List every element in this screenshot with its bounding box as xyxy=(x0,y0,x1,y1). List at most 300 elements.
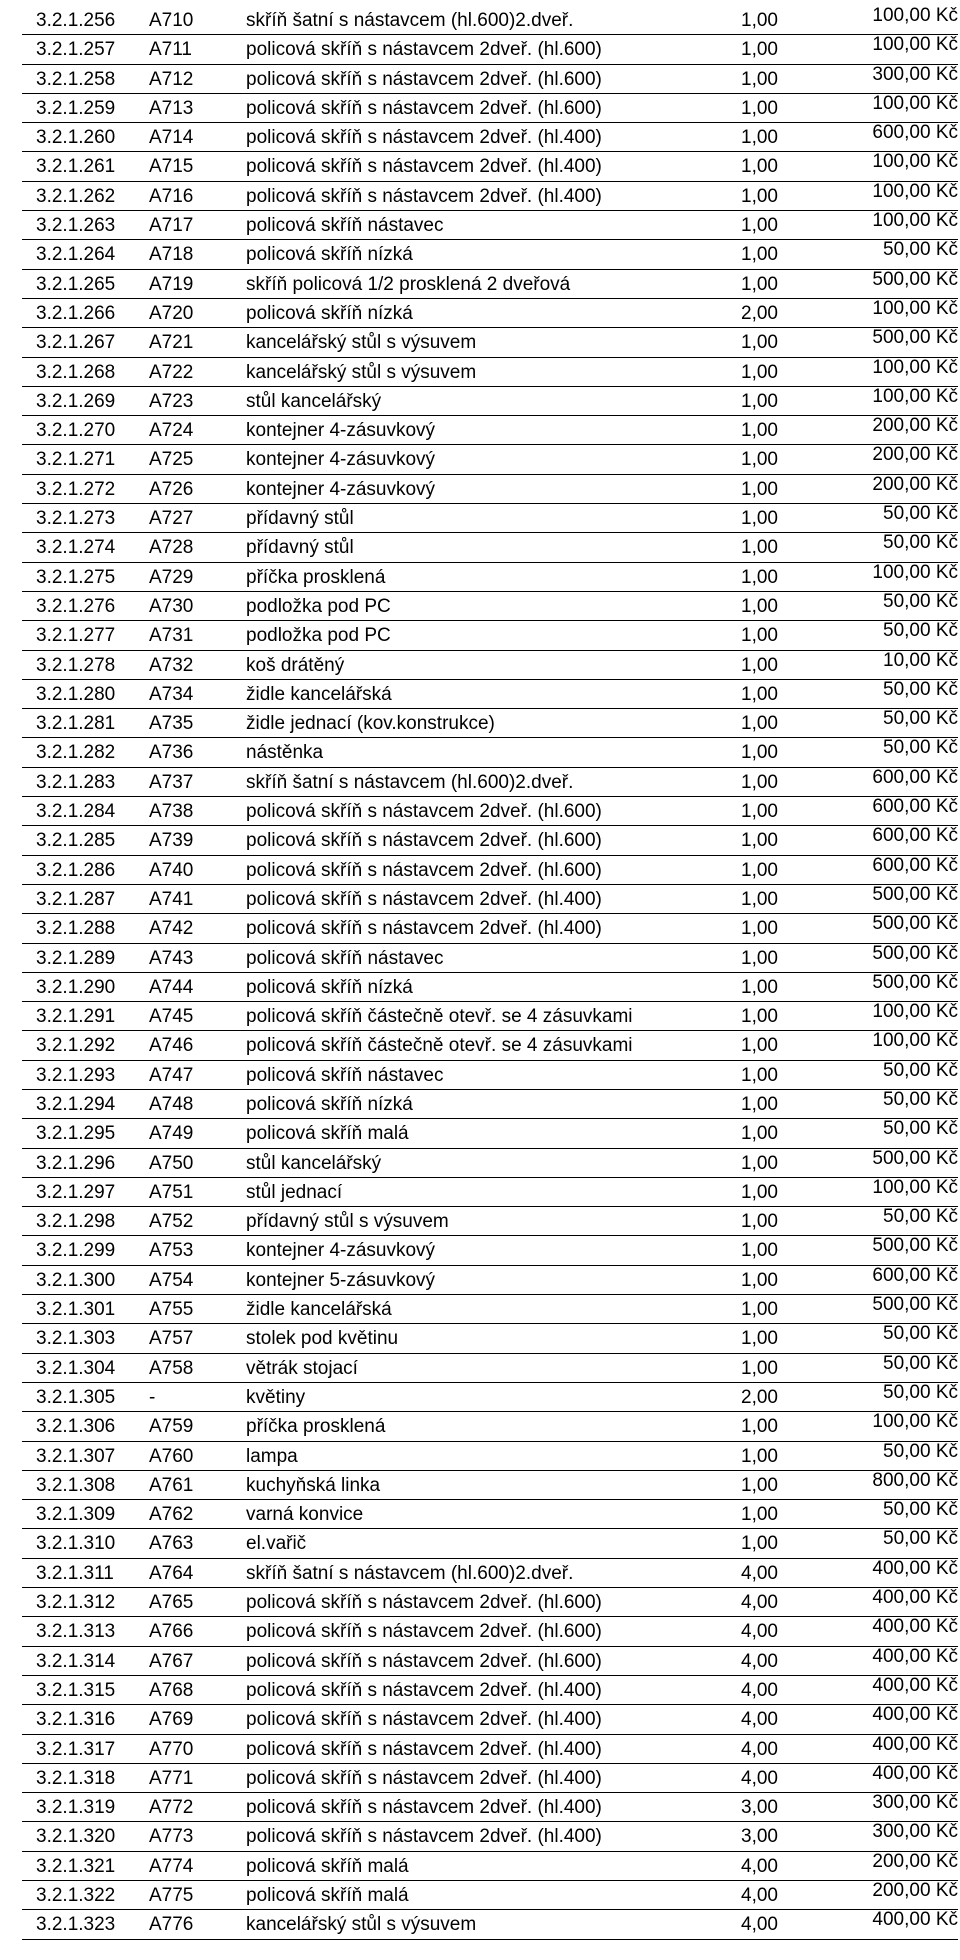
item-number-cell: 3.2.1.298 xyxy=(36,1211,116,1233)
item-number-cell: 3.2.1.268 xyxy=(36,361,116,383)
quantity-cell: 1,00 xyxy=(741,1064,778,1086)
item-number-cell: 3.2.1.273 xyxy=(36,508,116,530)
item-code-cell: A712 xyxy=(149,68,194,90)
item-number-cell: 3.2.1.305 xyxy=(36,1386,116,1408)
item-code-cell: A753 xyxy=(149,1240,194,1262)
item-name-cell: příčka prosklená xyxy=(246,566,386,588)
item-name-cell: policová skříň nízká xyxy=(246,1093,413,1115)
price-cell: 100,00 Kč xyxy=(872,151,958,173)
quantity-cell: 1,00 xyxy=(741,10,778,31)
item-number-cell: 3.2.1.266 xyxy=(36,302,116,324)
item-code-cell: A759 xyxy=(149,1416,194,1438)
item-code-cell: A744 xyxy=(149,976,194,998)
item-code-cell: A750 xyxy=(149,1152,194,1174)
item-name-cell: kancelářský stůl s výsuvem xyxy=(246,361,477,383)
item-number-cell: 3.2.1.287 xyxy=(36,888,116,910)
item-number-cell: 3.2.1.282 xyxy=(36,742,116,764)
price-cell: 400,00 Kč xyxy=(872,1616,958,1638)
item-number-cell: 3.2.1.272 xyxy=(36,478,116,500)
item-name-cell: přídavný stůl xyxy=(246,537,354,559)
price-cell: 100,00 Kč xyxy=(872,1001,958,1023)
item-name-cell: skříň šatní s nástavcem (hl.600)2.dveř. xyxy=(246,10,574,31)
price-cell: 50,00 Kč xyxy=(883,737,958,759)
item-code-cell: A736 xyxy=(149,742,194,764)
quantity-cell: 1,00 xyxy=(741,713,778,735)
quantity-cell: 1,00 xyxy=(741,449,778,471)
item-code-cell: A711 xyxy=(149,39,192,61)
price-cell: 500,00 Kč xyxy=(872,268,958,290)
item-name-cell: policová skříň s nástavcem 2dveř. (hl.400) xyxy=(246,1679,602,1701)
quantity-cell: 1,00 xyxy=(741,1152,778,1174)
item-number-cell: 3.2.1.292 xyxy=(36,1035,116,1057)
quantity-cell: 1,00 xyxy=(741,976,778,998)
item-number-cell: 3.2.1.283 xyxy=(36,771,116,793)
quantity-cell: 4,00 xyxy=(741,1885,778,1906)
price-cell: 50,00 Kč xyxy=(883,532,958,554)
item-number-cell: 3.2.1.301 xyxy=(36,1299,116,1321)
item-number-cell: 3.2.1.319 xyxy=(36,1797,116,1819)
item-code-cell: A717 xyxy=(149,215,194,237)
item-number-cell: 3.2.1.281 xyxy=(36,713,116,735)
quantity-cell: 4,00 xyxy=(741,1855,778,1877)
quantity-cell: 1,00 xyxy=(741,1211,778,1233)
item-code-cell: A716 xyxy=(149,185,194,207)
item-number-cell: 3.2.1.321 xyxy=(36,1855,116,1877)
price-cell: 100,00 Kč xyxy=(872,297,958,319)
item-code-cell: A718 xyxy=(149,244,194,266)
quantity-cell: 1,00 xyxy=(741,771,778,793)
price-cell: 50,00 Kč xyxy=(883,678,958,700)
price-cell: 100,00 Kč xyxy=(872,180,958,202)
item-code-cell: A758 xyxy=(149,1357,194,1379)
item-number-cell: 3.2.1.306 xyxy=(36,1416,116,1438)
item-code-cell: A726 xyxy=(149,478,194,500)
item-name-cell: policová skříň s nástavcem 2dveř. (hl.400) xyxy=(246,918,602,940)
item-name-cell: větrák stojací xyxy=(246,1357,358,1379)
item-name-cell: policová skříň s nástavcem 2dveř. (hl.600) xyxy=(246,1592,602,1614)
item-code-cell: - xyxy=(149,1386,156,1408)
item-name-cell: lampa xyxy=(246,1445,298,1467)
item-number-cell: 3.2.1.284 xyxy=(36,801,116,823)
quantity-cell: 4,00 xyxy=(741,1709,778,1731)
quantity-cell: 4,00 xyxy=(741,1738,778,1760)
price-cell: 50,00 Kč xyxy=(883,1499,958,1521)
item-code-cell: A734 xyxy=(149,683,194,705)
item-number-cell: 3.2.1.270 xyxy=(36,420,116,442)
price-cell: 400,00 Kč xyxy=(872,1557,958,1579)
price-cell: 50,00 Kč xyxy=(883,1381,958,1403)
item-name-cell: policová skříň s nástavcem 2dveř. (hl.400) xyxy=(246,1797,602,1819)
item-name-cell: přídavný stůl s výsuvem xyxy=(246,1211,449,1233)
item-name-cell: policová skříň částečně otevř. se 4 zásuvkami xyxy=(246,1035,633,1057)
item-number-cell: 3.2.1.297 xyxy=(36,1181,116,1203)
item-name-cell: policová skříň s nástavcem 2dveř. (hl.400) xyxy=(246,1767,602,1789)
item-number-cell: 3.2.1.289 xyxy=(36,947,116,969)
item-code-cell: A742 xyxy=(149,918,194,940)
item-name-cell: židle kancelářská xyxy=(246,683,392,705)
item-code-cell: A749 xyxy=(149,1123,194,1145)
quantity-cell: 1,00 xyxy=(741,390,778,412)
price-cell: 500,00 Kč xyxy=(872,913,958,935)
item-name-cell: policová skříň s nástavcem 2dveř. (hl.600) xyxy=(246,97,602,119)
price-cell: 300,00 Kč xyxy=(872,1792,958,1814)
item-number-cell: 3.2.1.294 xyxy=(36,1093,116,1115)
quantity-cell: 1,00 xyxy=(741,742,778,764)
item-code-cell: A731 xyxy=(149,625,194,647)
item-code-cell: A735 xyxy=(149,713,194,735)
item-number-cell: 3.2.1.267 xyxy=(36,332,116,354)
price-cell: 50,00 Kč xyxy=(883,1323,958,1345)
item-number-cell: 3.2.1.315 xyxy=(36,1679,116,1701)
item-number-cell: 3.2.1.261 xyxy=(36,156,116,178)
item-name-cell: policová skříň s nástavcem 2dveř. (hl.600) xyxy=(246,68,602,90)
item-name-cell: policová skříň s nástavcem 2dveř. (hl.400) xyxy=(246,888,602,910)
price-cell: 100,00 Kč xyxy=(872,1176,958,1198)
item-name-cell: kancelářský stůl s výsuvem xyxy=(246,1914,477,1936)
item-name-cell: varná konvice xyxy=(246,1504,364,1526)
item-number-cell: 3.2.1.258 xyxy=(36,68,116,90)
quantity-cell: 1,00 xyxy=(741,215,778,237)
quantity-cell: 1,00 xyxy=(741,830,778,852)
item-name-cell: stolek pod květinu xyxy=(246,1328,399,1350)
item-name-cell: policová skříň nízká xyxy=(246,244,413,266)
item-name-cell: skříň šatní s nástavcem (hl.600)2.dveř. xyxy=(246,771,574,793)
item-code-cell: A776 xyxy=(149,1914,194,1936)
item-number-cell: 3.2.1.310 xyxy=(36,1533,116,1555)
item-code-cell: A774 xyxy=(149,1855,194,1877)
quantity-cell: 1,00 xyxy=(741,127,778,149)
item-code-cell: A723 xyxy=(149,390,194,412)
item-number-cell: 3.2.1.312 xyxy=(36,1592,116,1614)
item-code-cell: A761 xyxy=(149,1474,194,1496)
item-code-cell: A769 xyxy=(149,1709,194,1731)
quantity-cell: 1,00 xyxy=(741,1006,778,1028)
item-number-cell: 3.2.1.314 xyxy=(36,1650,116,1672)
item-code-cell: A763 xyxy=(149,1533,194,1555)
item-name-cell: policová skříň s nástavcem 2dveř. (hl.600) xyxy=(246,39,602,61)
quantity-cell: 1,00 xyxy=(741,1035,778,1057)
price-cell: 600,00 Kč xyxy=(872,122,958,144)
item-number-cell: 3.2.1.290 xyxy=(36,976,116,998)
item-name-cell: stůl jednací xyxy=(246,1181,343,1203)
price-cell: 200,00 Kč xyxy=(872,444,958,466)
item-code-cell: A724 xyxy=(149,420,194,442)
item-name-cell: přídavný stůl xyxy=(246,508,354,530)
quantity-cell: 1,00 xyxy=(741,1357,778,1379)
quantity-cell: 1,00 xyxy=(741,1445,778,1467)
quantity-cell: 2,00 xyxy=(741,1386,778,1408)
item-number-cell: 3.2.1.269 xyxy=(36,390,116,412)
item-code-cell: A729 xyxy=(149,566,194,588)
price-cell: 400,00 Kč xyxy=(872,1587,958,1609)
item-code-cell: A730 xyxy=(149,595,194,617)
item-name-cell: kancelářský stůl s výsuvem xyxy=(246,332,477,354)
quantity-cell: 1,00 xyxy=(741,1416,778,1438)
table-body xyxy=(22,6,958,1940)
item-number-cell: 3.2.1.291 xyxy=(36,1006,116,1028)
item-number-cell: 3.2.1.262 xyxy=(36,185,116,207)
item-code-cell: A771 xyxy=(149,1767,194,1789)
item-code-cell: A746 xyxy=(149,1035,194,1057)
item-name-cell: kontejner 4-zásuvkový xyxy=(246,449,436,471)
quantity-cell: 1,00 xyxy=(741,801,778,823)
item-number-cell: 3.2.1.257 xyxy=(36,39,116,61)
item-name-cell: policová skříň s nástavcem 2dveř. (hl.400) xyxy=(246,1709,602,1731)
table-row xyxy=(22,1910,958,1939)
price-cell: 100,00 Kč xyxy=(872,210,958,232)
price-cell: 50,00 Kč xyxy=(883,1206,958,1228)
item-code-cell: A727 xyxy=(149,508,194,530)
item-name-cell: policová skříň s nástavcem 2dveř. (hl.400) xyxy=(246,185,602,207)
price-cell: 50,00 Kč xyxy=(883,620,958,642)
item-code-cell: A762 xyxy=(149,1504,194,1526)
item-code-cell: A740 xyxy=(149,859,194,881)
item-number-cell: 3.2.1.259 xyxy=(36,97,116,119)
price-cell: 300,00 Kč xyxy=(872,1821,958,1843)
price-cell: 600,00 Kč xyxy=(872,1264,958,1286)
item-name-cell: policová skříň s nástavcem 2dveř. (hl.400) xyxy=(246,1738,602,1760)
quantity-cell: 1,00 xyxy=(741,478,778,500)
item-code-cell: A760 xyxy=(149,1445,194,1467)
item-code-cell: A766 xyxy=(149,1621,194,1643)
item-name-cell: policová skříň s nástavcem 2dveř. (hl.600) xyxy=(246,801,602,823)
quantity-cell: 1,00 xyxy=(741,332,778,354)
price-cell: 500,00 Kč xyxy=(872,942,958,964)
item-code-cell: A768 xyxy=(149,1679,194,1701)
price-cell: 50,00 Kč xyxy=(883,1088,958,1110)
price-cell: 100,00 Kč xyxy=(872,34,958,56)
item-code-cell: A722 xyxy=(149,361,194,383)
item-name-cell: příčka prosklená xyxy=(246,1416,386,1438)
quantity-cell: 1,00 xyxy=(741,1181,778,1203)
item-name-cell: policová skříň s nástavcem 2dveř. (hl.400) xyxy=(246,156,602,178)
price-cell: 200,00 Kč xyxy=(872,1850,958,1872)
quantity-cell: 1,00 xyxy=(741,185,778,207)
item-name-cell: el.vařič xyxy=(246,1533,307,1555)
item-code-cell: A728 xyxy=(149,537,194,559)
price-cell: 600,00 Kč xyxy=(872,796,958,818)
quantity-cell: 1,00 xyxy=(741,888,778,910)
price-cell: 100,00 Kč xyxy=(872,5,958,26)
item-name-cell: policová skříň s nástavcem 2dveř. (hl.600) xyxy=(246,1621,602,1643)
item-name-cell: židle kancelářská xyxy=(246,1299,392,1321)
item-name-cell: podložka pod PC xyxy=(246,625,391,647)
item-code-cell: A748 xyxy=(149,1093,194,1115)
item-name-cell: policová skříň nástavec xyxy=(246,1064,444,1086)
item-name-cell: květiny xyxy=(246,1386,306,1408)
item-number-cell: 3.2.1.271 xyxy=(36,449,116,471)
item-code-cell: A739 xyxy=(149,830,194,852)
item-number-cell: 3.2.1.303 xyxy=(36,1328,116,1350)
quantity-cell: 1,00 xyxy=(741,1269,778,1291)
price-cell: 400,00 Kč xyxy=(872,1909,958,1931)
price-cell: 500,00 Kč xyxy=(872,327,958,349)
quantity-cell: 2,00 xyxy=(741,302,778,324)
quantity-cell: 1,00 xyxy=(741,537,778,559)
item-name-cell: policová skříň částečně otevř. se 4 zásuvkami xyxy=(246,1006,633,1028)
item-number-cell: 3.2.1.323 xyxy=(36,1914,116,1936)
item-number-cell: 3.2.1.276 xyxy=(36,595,116,617)
item-number-cell: 3.2.1.300 xyxy=(36,1269,116,1291)
item-number-cell: 3.2.1.264 xyxy=(36,244,116,266)
item-number-cell: 3.2.1.277 xyxy=(36,625,116,647)
price-cell: 200,00 Kč xyxy=(872,1880,958,1901)
item-number-cell: 3.2.1.263 xyxy=(36,215,116,237)
price-cell: 50,00 Kč xyxy=(883,708,958,730)
item-name-cell: skříň policová 1/2 prosklená 2 dveřová xyxy=(246,273,571,295)
item-number-cell: 3.2.1.265 xyxy=(36,273,116,295)
quantity-cell: 1,00 xyxy=(741,1299,778,1321)
item-code-cell: A721 xyxy=(149,332,194,354)
price-cell: 600,00 Kč xyxy=(872,825,958,847)
quantity-cell: 1,00 xyxy=(741,68,778,90)
item-name-cell: policová skříň s nástavcem 2dveř. (hl.600) xyxy=(246,859,602,881)
price-cell: 800,00 Kč xyxy=(872,1469,958,1491)
item-number-cell: 3.2.1.320 xyxy=(36,1826,116,1848)
quantity-cell: 1,00 xyxy=(741,1123,778,1145)
item-number-cell: 3.2.1.296 xyxy=(36,1152,116,1174)
item-code-cell: A765 xyxy=(149,1592,194,1614)
item-code-cell: A713 xyxy=(149,97,194,119)
item-number-cell: 3.2.1.278 xyxy=(36,654,116,676)
item-name-cell: skříň šatní s nástavcem (hl.600)2.dveř. xyxy=(246,1562,574,1584)
item-code-cell: A732 xyxy=(149,654,194,676)
quantity-cell: 1,00 xyxy=(741,595,778,617)
item-number-cell: 3.2.1.322 xyxy=(36,1885,116,1906)
price-cell: 100,00 Kč xyxy=(872,356,958,378)
price-cell: 50,00 Kč xyxy=(883,1059,958,1081)
item-number-cell: 3.2.1.260 xyxy=(36,127,116,149)
item-code-cell: A757 xyxy=(149,1328,194,1350)
item-name-cell: policová skříň malá xyxy=(246,1123,409,1145)
quantity-cell: 4,00 xyxy=(741,1679,778,1701)
quantity-cell: 4,00 xyxy=(741,1650,778,1672)
item-code-cell: A767 xyxy=(149,1650,194,1672)
quantity-cell: 1,00 xyxy=(741,1093,778,1115)
item-name-cell: kuchyňská linka xyxy=(246,1474,381,1496)
item-code-cell: A738 xyxy=(149,801,194,823)
quantity-cell: 1,00 xyxy=(741,97,778,119)
price-cell: 400,00 Kč xyxy=(872,1704,958,1726)
quantity-cell: 1,00 xyxy=(741,947,778,969)
price-cell: 50,00 Kč xyxy=(883,1528,958,1550)
item-name-cell: kontejner 4-zásuvkový xyxy=(246,420,436,442)
price-cell: 600,00 Kč xyxy=(872,854,958,876)
item-code-cell: A747 xyxy=(149,1064,194,1086)
price-cell: 200,00 Kč xyxy=(872,415,958,437)
item-number-cell: 3.2.1.318 xyxy=(36,1767,116,1789)
item-number-cell: 3.2.1.285 xyxy=(36,830,116,852)
item-code-cell: A737 xyxy=(149,771,194,793)
quantity-cell: 4,00 xyxy=(741,1621,778,1643)
item-name-cell: policová skříň s nástavcem 2dveř. (hl.400) xyxy=(246,127,602,149)
item-number-cell: 3.2.1.293 xyxy=(36,1064,116,1086)
price-cell: 400,00 Kč xyxy=(872,1733,958,1755)
item-code-cell: A710 xyxy=(149,10,194,31)
price-cell: 200,00 Kč xyxy=(872,473,958,495)
quantity-cell: 4,00 xyxy=(741,1767,778,1789)
item-number-cell: 3.2.1.295 xyxy=(36,1123,116,1145)
price-cell: 50,00 Kč xyxy=(883,503,958,525)
item-code-cell: A770 xyxy=(149,1738,194,1760)
item-name-cell: koš drátěný xyxy=(246,654,345,676)
price-cell: 100,00 Kč xyxy=(872,1030,958,1052)
price-cell: 50,00 Kč xyxy=(883,239,958,261)
item-code-cell: A751 xyxy=(149,1181,194,1203)
quantity-cell: 3,00 xyxy=(741,1797,778,1819)
item-code-cell: A715 xyxy=(149,156,194,178)
item-name-cell: kontejner 4-zásuvkový xyxy=(246,1240,436,1262)
item-code-cell: A725 xyxy=(149,449,194,471)
price-cell: 500,00 Kč xyxy=(872,883,958,905)
item-name-cell: stůl kancelářský xyxy=(246,390,382,412)
item-number-cell: 3.2.1.299 xyxy=(36,1240,116,1262)
price-cell: 400,00 Kč xyxy=(872,1762,958,1784)
price-cell: 500,00 Kč xyxy=(872,1235,958,1257)
item-number-cell: 3.2.1.316 xyxy=(36,1709,116,1731)
item-number-cell: 3.2.1.309 xyxy=(36,1504,116,1526)
price-cell: 50,00 Kč xyxy=(883,1440,958,1462)
item-code-cell: A754 xyxy=(149,1269,194,1291)
quantity-cell: 1,00 xyxy=(741,156,778,178)
item-name-cell: policová skříň nízká xyxy=(246,976,413,998)
quantity-cell: 1,00 xyxy=(741,508,778,530)
item-number-cell: 3.2.1.304 xyxy=(36,1357,116,1379)
item-code-cell: A714 xyxy=(149,127,194,149)
quantity-cell: 1,00 xyxy=(741,1328,778,1350)
item-code-cell: A772 xyxy=(149,1797,194,1819)
quantity-cell: 4,00 xyxy=(741,1914,778,1936)
quantity-cell: 1,00 xyxy=(741,654,778,676)
quantity-cell: 1,00 xyxy=(741,918,778,940)
quantity-cell: 1,00 xyxy=(741,273,778,295)
item-code-cell: A720 xyxy=(149,302,194,324)
quantity-cell: 1,00 xyxy=(741,1533,778,1555)
price-cell: 300,00 Kč xyxy=(872,63,958,85)
item-name-cell: stůl kancelářský xyxy=(246,1152,382,1174)
quantity-cell: 4,00 xyxy=(741,1562,778,1584)
quantity-cell: 1,00 xyxy=(741,1504,778,1526)
quantity-cell: 4,00 xyxy=(741,1592,778,1614)
item-name-cell: židle jednací (kov.konstrukce) xyxy=(246,713,495,735)
item-code-cell: A745 xyxy=(149,1006,194,1028)
price-cell: 600,00 Kč xyxy=(872,766,958,788)
item-number-cell: 3.2.1.317 xyxy=(36,1738,116,1760)
item-name-cell: policová skříň nástavec xyxy=(246,947,444,969)
inventory-table xyxy=(22,6,958,1940)
item-name-cell: kontejner 4-zásuvkový xyxy=(246,478,436,500)
quantity-cell: 1,00 xyxy=(741,625,778,647)
quantity-cell: 1,00 xyxy=(741,39,778,61)
quantity-cell: 1,00 xyxy=(741,683,778,705)
quantity-cell: 1,00 xyxy=(741,244,778,266)
price-cell: 100,00 Kč xyxy=(872,1411,958,1433)
price-cell: 500,00 Kč xyxy=(872,1147,958,1169)
price-cell: 10,00 Kč xyxy=(883,649,958,671)
item-name-cell: nástěnka xyxy=(246,742,324,764)
item-number-cell: 3.2.1.308 xyxy=(36,1474,116,1496)
item-number-cell: 3.2.1.275 xyxy=(36,566,116,588)
item-name-cell: policová skříň malá xyxy=(246,1885,409,1906)
item-code-cell: A719 xyxy=(149,273,194,295)
item-name-cell: policová skříň nízká xyxy=(246,302,413,324)
price-cell: 100,00 Kč xyxy=(872,385,958,407)
price-cell: 400,00 Kč xyxy=(872,1674,958,1696)
item-number-cell: 3.2.1.280 xyxy=(36,683,116,705)
item-number-cell: 3.2.1.274 xyxy=(36,537,116,559)
quantity-cell: 1,00 xyxy=(741,1240,778,1262)
item-number-cell: 3.2.1.313 xyxy=(36,1621,116,1643)
